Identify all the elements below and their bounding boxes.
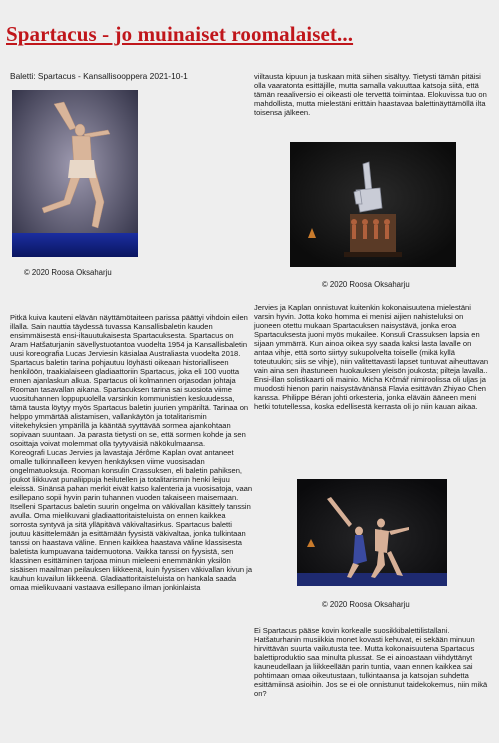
photo-caption: © 2020 Roosa Oksaharju	[24, 268, 112, 277]
article-body-right-bottom	[254, 626, 490, 698]
article-body-right-middle	[254, 303, 490, 411]
male-dancer-photo	[12, 90, 138, 257]
paragraph: Ei Spartacus pääse kovin korkealle suosikkibalettilistallani. Hatšaturhanin musiikkia monet kovasti kehuvat, ei sekään minuun hirvittävän suurta vaikutusta tee. Mutta kokonaisuutena Spartacus balettiproduktio saa minulta plussat. Se ei ainoastaan viihdyttänyt kauneudellaan ja liikkeellään parin tuntia, vaan ennen kaikkea sai pohtimaan omaa oikeutustaan, tulkintaansa ja katsojan suhdetta esittämiinsä asioihin. Jos se ei ole onnistunut taidekokemus, niin mikä on?	[254, 626, 488, 698]
article-title: Spartacus - jo muinaiset roomalaiset...	[6, 22, 354, 46]
paragraph: Pitkä kuiva kauteni elävän näyttämötaiteen parissa päättyi vihdoin eilen illalla. Sain nauttia täydessä tuvassa Kansallisbaletin kauden ensimmäisestä ensi-iltauutukaisesta Spartacuksesta. Spartacus on Aram Hatšaturjanin sävellystuotantoa vuodelta 1954 ja Kansallisbaletin uusi koreografia Lucas Jerviesin käsialaa Australiasta vuodelta 2018.	[10, 313, 248, 358]
paragraph: Itselleni Spartacus baletin suurin ongelma on väkivallan käsittely tanssin avulla. Oma mielikuvani gladiaattoritaisteluista on ennen kaikkea sorrosta syntyvä ja sitä ylläpitävä väkivaltasirkus. Spartacus baletti joutuu käsittelemään ja esittämään fyysistä väkivaltaa, jonka tulkintaan tanssi on haastava väline. Ennen kaikkea haastava väline klassisesta baletista kumpuavana taidemuotona. Vaikka tanssi on fyysistä, sen klassinen esittäminen tarjoaa minun mieleeni enemmänkin yksilön sisäisen maailman peilauksen liikkeenä, kuin fyysisen väkivallan kivun ja kauhun kuvailun liikkeenä. Gladiaattoritaisteluista on hankala saada omaa mielikuvaani vastaava esillepano ilman jonkinlaista	[10, 502, 253, 592]
paragraph: Ensi-illan solistikaarti oli mainio. Micha Krčmář nimiroolissa oli uljas ja muodosti hienon parin naisystävänänsä Flavia esittävän Zhiyao Chen kanssa. Philippe Béran johti orkesteria, jonka eläväin ääneen meni hetki totutellessa, koska edellisestä kerrasta oli jo niin kauan aikaa.	[254, 375, 486, 411]
paragraph: viiltausta kipuun ja tuskaan mitä siihen sisältyy. Tietysti tämän pitäisi olla vaaratonta esittäjille, mutta samalla vakuuttaa katsoja siitä, että tämän reaaliversio ei oikeasti ole tervettä toimintaa. Elokuvissa tuo on mahdollista, mutta mielestäni erittäin haastavaa balettinäyttämöllä ilta toisensa jälkeen.	[254, 72, 487, 117]
article-body-right-top	[254, 72, 490, 117]
byline: Baletti: Spartacus - Kansallisooppera 2021-10-1	[10, 71, 188, 81]
stage-statue-photo	[290, 142, 456, 267]
photo-caption: © 2020 Roosa Oksaharju	[322, 280, 410, 289]
photo-caption: © 2020 Roosa Oksaharju	[322, 600, 410, 609]
paragraph: Koreografi Lucas Jervies ja lavastaja Jérôme Kaplan ovat antaneet omalle tulkinnalleen kevyen henkäyksen viime vuosisadan ongelmatuoksuja. Rooman konsulin Crassuksen, eli baletin pahiksen, joukot liikkuvat punaliippuja heilutellen ja totalitarismin henki leijuu eleissä. Sinänsä pahan merkit eivät katso kalenteria ja vuosisatoja, vaan esillepano sopii hyvin parin tuhannen vuoden takaiseen maisemaan.	[10, 448, 253, 502]
paragraph: Spartacus baletin tarina pohjautuu löyhästi oikeaan historialliseen henkilöön, traakialaiseen gladiaattoriin Spartacus, joka eli 100 vuotta ennen ajanlaskun alkua. Spartacus oli kolmannen orjasodan johtaja Rooman tasavallan aikana. Spartacuksen tarina sai suosiota viime vuosituhannen loppupuolella varsinkin kommunistien keskuudessa, tämä tausta löytyy myös Spartacus baletin juurien ympäriltä. Tarinaa on helppo ymmärtää alistamisen, vallankäytön ja totalitarismin viitekehyksien ympärillä ja kääntää syyttävää sormea ajankohtaan sopivaan suuntaan. Ja parasta tietysti on se, että sormen kohde ja sen osoittaja voivat molemmat olla tyytyväisiä näkökulmaansa.	[10, 358, 249, 448]
dancing-couple-photo	[297, 479, 447, 586]
article-body-left	[10, 313, 253, 592]
paragraph: Jervies ja Kaplan onnistuvat kuitenkin kokonaisuutena mielestäni varsin hyvin. Jotta koko homma ei menisi aijien nahisteluksi on juoneen otettu mukaan Spartacuksen naisystävä, jonka eroa Spartacuksesta juoni myös mukailee. Konsuli Crassuksen lapsia en sijaan ymmärrä. Kun ainoa oikea syy saada kaksi lasta lavalle on antaa vihje, että sorto siirtyy sukupolvelta toiselle (mikä kyllä toteutuukin; siis se vihje), niin valitettavasti lapset tuntuvat aiheuttavan vain aina sen ihastuneen huokauksen yleisön joukosta; pilteja lavalla..	[254, 303, 489, 375]
